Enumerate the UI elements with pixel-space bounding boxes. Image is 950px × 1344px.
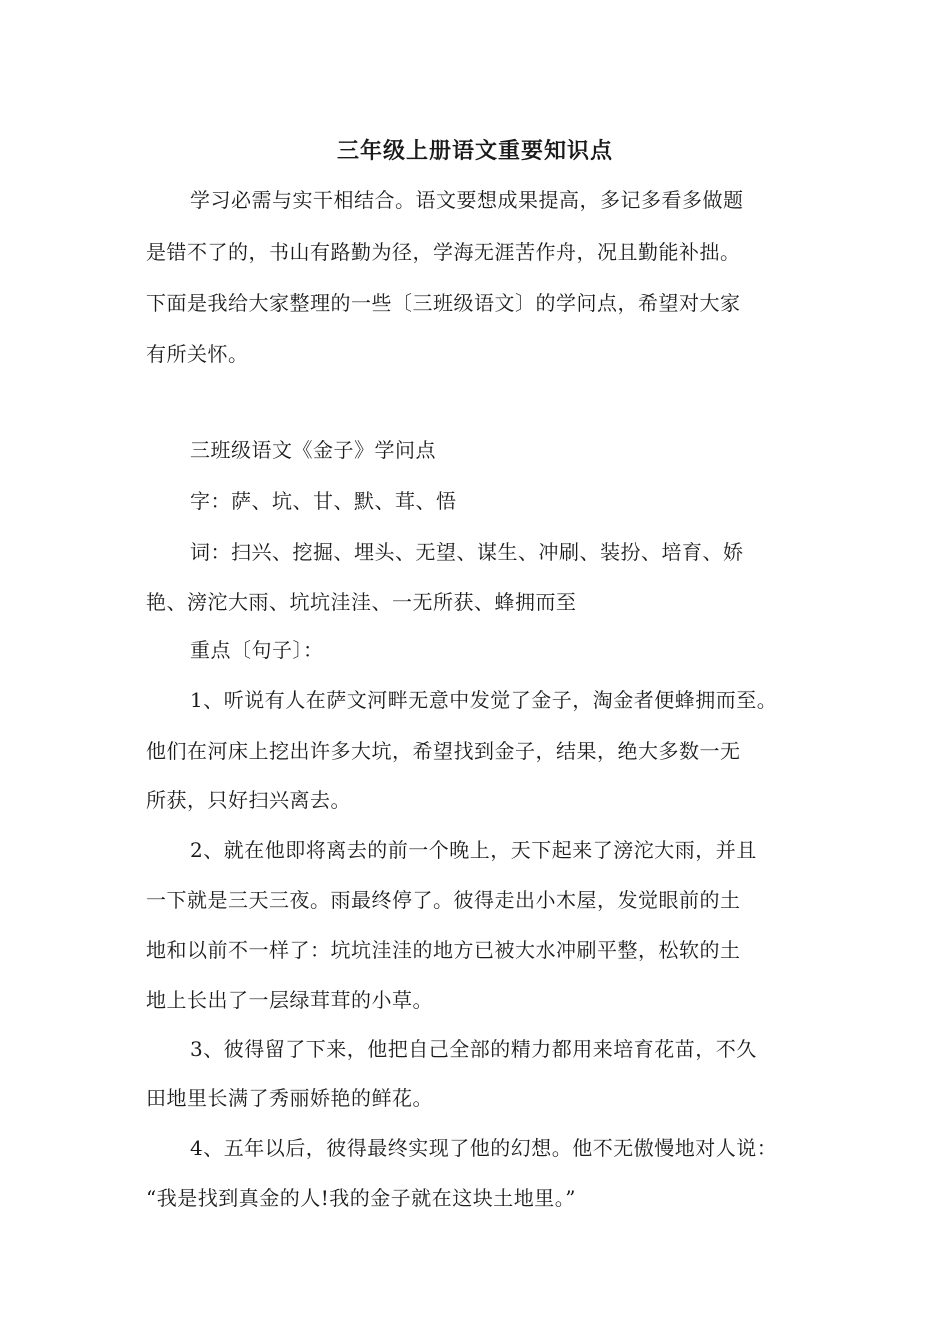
paragraph-line: 有所关怀。 [146,342,249,366]
sentence-line: 所获，只好扫兴离去。 [146,788,351,812]
section-heading: 三班级语文《金子》学问点 [190,438,436,462]
sentence-line: 3、彼得留了下来，他把自己全部的精力都用来培育花苗，不久 [190,1037,757,1061]
sentence-line: 1、听说有人在萨文河畔无意中发觉了金子，淘金者便蜂拥而至。 [190,688,778,712]
words-line-continued: 艳、滂沱大雨、坑坑洼洼、一无所获、蜂拥而至 [146,590,577,614]
characters-line: 字：萨、坑、甘、默、茸、悟 [190,489,457,513]
key-sentences-heading: 重点〔句子〕： [190,638,324,662]
paragraph-line: 是错不了的，书山有路勤为径，学海无涯苦作舟，况且勤能补拙。 [146,240,741,264]
sentence-line: “我是找到真金的人!我的金子就在这块土地里。” [146,1186,576,1210]
document-title: 三年级上册语文重要知识点 [336,138,613,164]
sentence-line: 他们在河床上挖出许多大坑，希望找到金子，结果，绝大多数一无 [146,739,741,763]
paragraph-line: 下面是我给大家整理的一些〔三班级语文〕的学问点，希望对大家 [146,291,741,315]
sentence-line: 地和以前不一样了：坑坑洼洼的地方已被大水冲刷平整，松软的土 [146,938,741,962]
words-line: 词：扫兴、挖掘、埋头、无望、谋生、冲刷、装扮、培育、娇 [190,540,744,564]
sentence-line: 4、五年以后，彼得最终实现了他的幻想。他不无傲慢地对人说： [190,1136,778,1160]
sentence-line: 2、就在他即将离去的前一个晚上，天下起来了滂沱大雨，并且 [190,838,757,862]
sentence-line: 地上长出了一层绿茸茸的小草。 [146,988,433,1012]
paragraph-line: 学习必需与实干相结合。语文要想成果提高，多记多看多做题 [190,188,744,212]
sentence-line: 一下就是三天三夜。雨最终停了。彼得走出小木屋，发觉眼前的土 [146,888,741,912]
sentence-line: 田地里长满了秀丽娇艳的鲜花。 [146,1086,433,1110]
